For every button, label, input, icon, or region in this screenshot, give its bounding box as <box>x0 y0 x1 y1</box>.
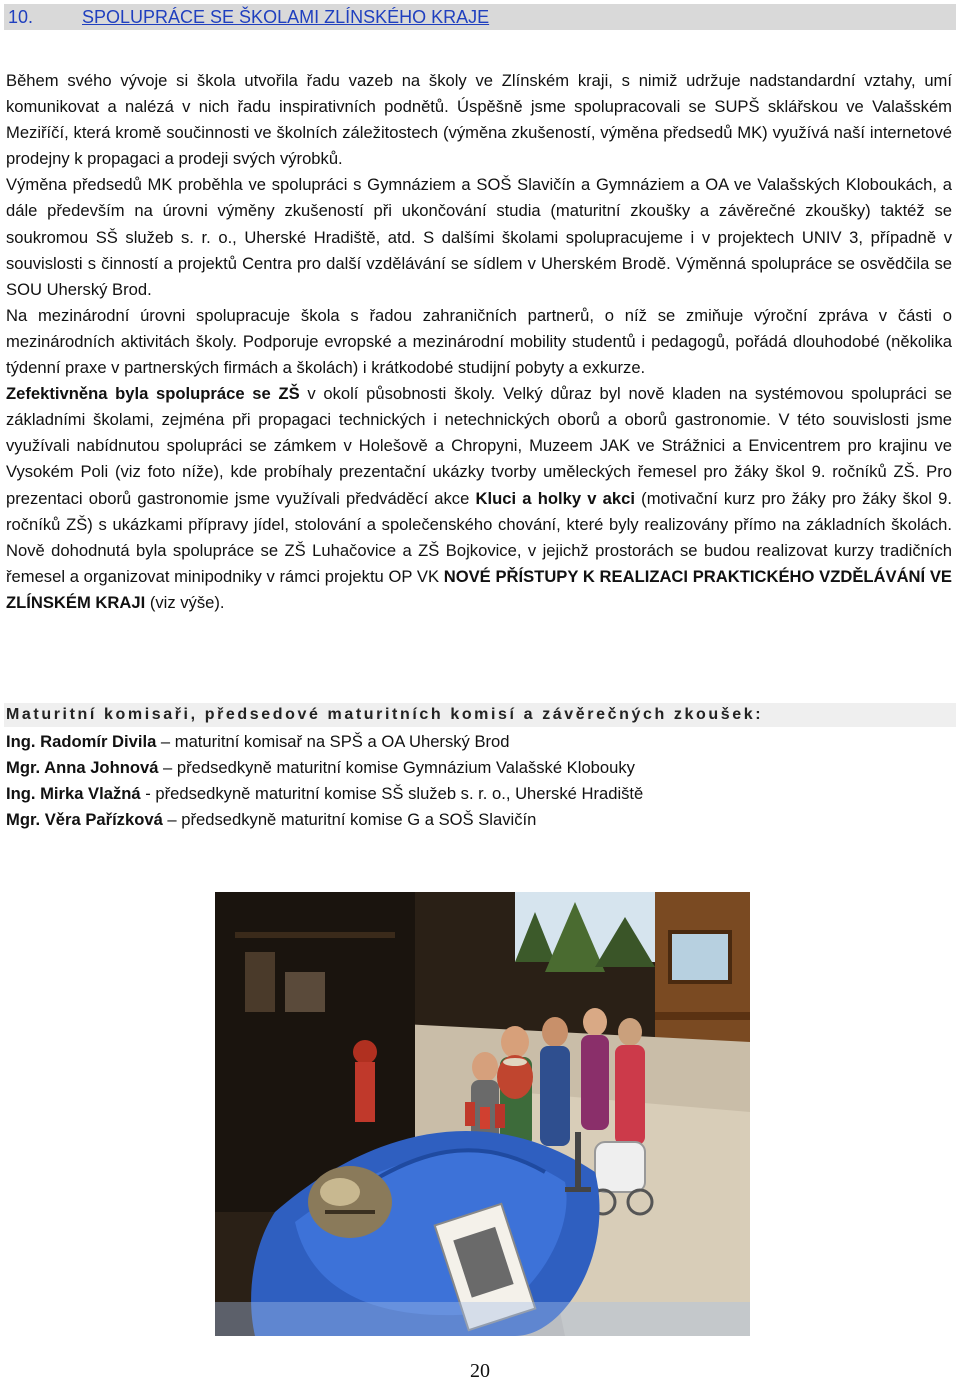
page-number: 20 <box>470 1360 490 1382</box>
paragraph-1: Během svého vývoje si škola utvořila řadu vazeb na školy ve Zlínském kraji, s nimiž udržuje nadstandardní vztahy, umí komunikovat a nalézá v nich řadu inspirativních podnětů. Úspěšně jsme spolupracovali se SUPŠ sklářskou ve Valašském Meziříčí, která kromě součinnosti ve školních záležitostech (výměna zkušeností, výměna předsedů MK) využívá naší internetové prodejny k propagaci a prodeji svých výrobků. <box>6 71 952 169</box>
commissioner-role: – předsedkyně maturitní komise G a SOŠ Slavičín <box>162 810 537 829</box>
commissioners-heading <box>4 703 956 727</box>
event-photo <box>215 892 750 1336</box>
commissioner-name: Ing. Mirka Vlažná <box>6 784 141 803</box>
paragraph-3 <box>6 381 952 616</box>
paragraph-2a: Výměna předsedů MK proběhla ve spolupráci s Gymnáziem a SOŠ Slavičín a Gymnáziem a OA ve Valašských Kloboukách, a dále především na úrovni výměny zkušeností při ukončování studia (maturitní zkoušky a závěrečné zkoušky) taktéž se soukromou SŠ služeb s. r. o., Uherské Hradiště, atd. S dalšími školami spolupracujeme i v projektech UNIV 3, případně v souvislosti s činností a projektů Centra pro další vzdělávání se sídlem v Uherském Brodě. Výměnná spolupráce se osvědčila se SOU Uherský Brod. <box>6 175 952 299</box>
list-item <box>6 781 643 807</box>
list-item <box>6 807 643 833</box>
commissioner-role: - předsedkyně maturitní komise SŠ služeb s. r. o., Uherské Hradiště <box>140 784 644 803</box>
commissioners-title: Maturitní komisaři, předsedové maturitních komisí a závěrečných zkoušek: <box>6 706 764 723</box>
paragraph-3-text-1: v okolí působnosti školy. Velký důraz byl nově kladen na systémovou spolupráci se základními školami, zejména při propagaci technických i netechnických oborů a oborů gastronomie. V této souvislosti jsme využívali nabídnutou spolupráci se zámkem v Holešově a Chropyni, Muzeem JAK ve Strážnici a Envicentrem pro krajinu ve Vysokém Poli (viz foto níže), kde probíhaly prezentační ukázky tvorby uměleckých řemesel pro žáky škol 9. ročníků ZŠ. Pro prezentaci oborů gastronomie jsme využívali předváděcí akce <box>6 384 952 508</box>
paragraph-3-text-3: (viz výše). <box>145 592 225 612</box>
paragraph-3-text-2: (motivační kurz pro žáky pro žáky škol 9. ročníků ZŠ) s ukázkami přípravy jídel, stolování a společenského chování, které byly realizovány přímo na základních školách. Nově dohodnutá byla spolupráce se ZŠ Luhačovice a ZŠ Bojkovice, v jejichž prostorách se budou realizovat kurzy tradičních řemesel a organizovat minipodniky v rámci projektu OP VK <box>6 488 952 586</box>
paragraph-3-bold-3: NOVÉ PŘÍSTUPY K REALIZACI PRAKTICKÉHO VZDĚLÁVÁNÍ VE ZLÍNSKÉM KRAJI <box>6 566 952 612</box>
list-item <box>6 755 643 781</box>
list-item <box>6 729 643 755</box>
commissioner-name: Mgr. Anna Johnová <box>6 758 159 777</box>
commissioner-name: Mgr. Věra Pařízková <box>6 810 163 829</box>
commissioner-role: – předsedkyně maturitní komise Gymnázium Valašské Klobouky <box>158 758 635 777</box>
section-number: 10. <box>8 6 34 27</box>
paragraph-3-bold-1: Zefektivněna byla spolupráce se ZŠ <box>6 384 300 404</box>
commissioners-list <box>6 729 643 833</box>
commissioner-name: Ing. Radomír Divila <box>6 732 157 751</box>
paragraph-2b: Na mezinárodní úrovni spolupracuje škola s řadou zahraničních partnerů, o níž se zmiňuje výroční zpráva v části o mezinárodních aktivitách školy. Podporuje evropské a mezinárodní mobility studentů i pedagogů, pořádá dlouhodobé (několika týdenní praxe v partnerských firmách a školách) i krátkodobé studijní pobyty a exkurze. <box>6 305 952 378</box>
body-text <box>6 68 952 616</box>
section-heading <box>4 4 956 30</box>
section-title-link[interactable]: SPOLUPRÁCE SE ŠKOLAMI ZLÍNSKÉHO KRAJE <box>82 6 490 27</box>
paragraph-3-bold-2: Kluci a holky v akci <box>475 488 635 508</box>
commissioner-role: – maturitní komisař na SPŠ a OA Uherský Brod <box>156 732 510 751</box>
